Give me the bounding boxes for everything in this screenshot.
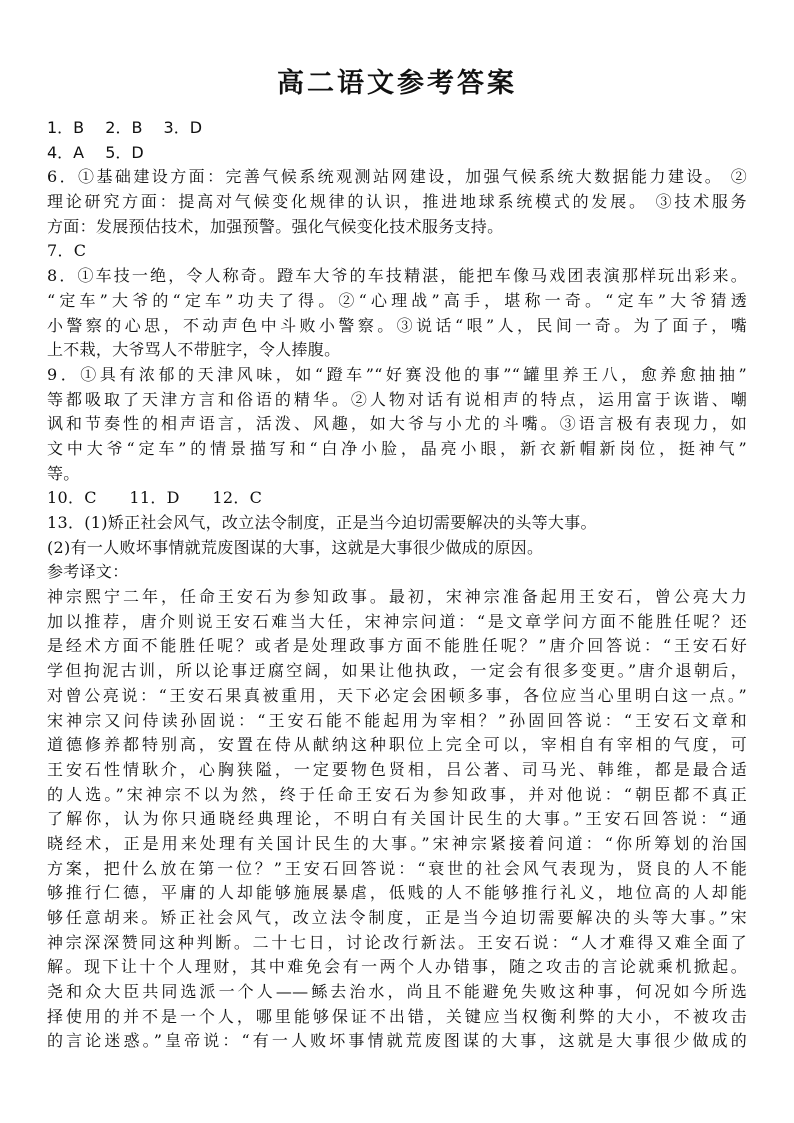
text-line: 方面：发展预估技术，加强预警。强化气候变化技术服务支持。 <box>47 216 504 236</box>
text-line: 上不栽，大爷骂人不带脏字，令人捧腹。 <box>47 340 341 360</box>
answer-4: 4．A <box>47 142 85 162</box>
answers-row-1-3 <box>47 116 747 141</box>
text-line: 13．(1)矫正社会风气，改立法令制度，正是当今迫切需要解决的头等大事。 <box>47 513 597 532</box>
text-line: 尧和众大臣共同选派一个人——鲧去治水，尚且不能避免失败这种事，何况如今所选 <box>47 982 747 1002</box>
text-line: 小警察的心思，不动声色中斗败小警察。③说话“哏”人，民间一奇。为了面子，嘴 <box>47 315 747 335</box>
text-line: 学但拘泥古训，所以论事迂腐空阔，如果让他执政，一定会有很多变更。”唐介退朝后， <box>47 661 747 681</box>
text-line: 的言论迷惑。”皇帝说：“有一人败坏事情就荒废图谋的大事，这就是大事很少做成的 <box>47 1031 747 1051</box>
answer-1: 1．B <box>47 118 85 137</box>
answer-5: 5．D <box>105 142 144 162</box>
text-line: 王安石性情耿介，心胸狭隘，一定要物色贤相，吕公著、司马光、韩维，都是最合适 <box>47 759 747 779</box>
text-line: 9．①具有浓郁的天津风味，如“蹬车”“好赛没他的事”“罐里养王八，愈养愈抽抽” <box>47 364 747 384</box>
text-line: 8．①车技一绝，令人称奇。蹬车大爷的车技精湛，能把车像马戏团表演那样玩出彩来。 <box>47 266 747 286</box>
text-line: 神宗深深赞同这种判断。二十七日，讨论改行新法。王安石说：“人才难得又难全面了 <box>47 932 747 952</box>
text-line: 参考译文： <box>47 562 129 582</box>
text-line: 是经术方面不能胜任呢？或者是处理政事方面不能胜任呢？”唐介回答说：“王安石好 <box>47 636 747 656</box>
text-line: 方案，把什么放在第一位？”王安石回答说：“衰世的社会风气表现为，贤良的人不能 <box>47 858 747 878</box>
text-line: (2)有一人败坏事情就荒废图谋的大事，这就是大事很少做成的原因。 <box>47 537 544 557</box>
text-line: 等都吸取了天津方言和俗语的精华。②人物对话有说相声的特点，运用富于诙谐、嘲 <box>47 389 747 409</box>
text-line: 够任意胡来。矫正社会风气，改立法令制度，正是当今迫切需要解决的头等大事。”宋 <box>47 908 747 927</box>
text-line: 对曾公亮说：“王安石果真被重用，天下必定会困顿多事，各位应当心里明白这一点。” <box>47 685 747 705</box>
text-line: 讽和节奏性的相声语言，活泼、风趣，如大爷与小尤的斗嘴。③语言极有表现力，如 <box>47 414 747 434</box>
text-line: 等。 <box>47 463 80 483</box>
text-line: 够推行仁德，平庸的人却能够施展暴虐，低贱的人不能够推行礼义，地位高的人却能 <box>47 883 747 903</box>
answer-3: 3．D <box>163 118 203 137</box>
text-line: 择使用的并不是一个人，哪里能够保证不出错，关键应当权衡利弊的大小，不被攻击 <box>47 1006 747 1026</box>
text-line: 文中大爷“定车”的情景描写和“白净小脸，晶亮小眼，新衣新帽新岗位，挺神气” <box>47 438 747 458</box>
text-line: 理论研究方面：提高对气候变化规律的认识，推进地球系统模式的发展。 ③技术服务 <box>47 192 747 212</box>
text-line: 10．C 11．D 12．C <box>47 488 263 508</box>
text-line: “定车”大爷的“定车”功夫了得。②“心理战”高手，堪称一奇。“定车”大爷猜透 <box>47 290 747 310</box>
text-line: 神宗熙宁二年，任命王安石为参知政事。最初，宋神宗准备起用王安石，曾公亮大力 <box>47 587 747 607</box>
text-line: 加以推荐，唐介则说王安石难当大任，宋神宗问道：“是文章学问方面不能胜任呢？还 <box>47 611 747 631</box>
text-line: 宋神宗又问侍读孙固说：“王安石能不能起用为宰相？”孙固回答说：“王安石文章和 <box>47 710 747 730</box>
text-line: 晓经术，正是用来处理有关国计民生的大事。”宋神宗紧接着问道：“你所筹划的治国 <box>47 833 747 853</box>
document-title: 高二语文参考答案 <box>277 68 517 99</box>
text-line: 的人选。”宋神宗不以为然，终于任命王安石为参知政事，并对他说：“朝臣都不真正 <box>47 784 747 804</box>
text-line: 了解你，认为你只通晓经典理论，不明白有关国计民生的大事。”王安石回答说：“通 <box>47 809 747 829</box>
answer-body <box>47 165 747 1054</box>
text-line: 7．C <box>47 241 87 261</box>
text-line: 6．①基础建设方面：完善气候系统观测站网建设，加强气候系统大数据能力建设。 ② <box>47 167 747 187</box>
text-line: 道德修养都特别高，安置在侍从献纳这种职位上完全可以，宰相自有宰相的气度，可 <box>47 735 747 755</box>
text-line: 解。现下让十个人理财，其中难免会有一两个人办错事，随之攻击的言论就乘机掀起。 <box>47 957 747 977</box>
answers-row-4-5 <box>47 141 747 166</box>
answer-document <box>47 62 747 1054</box>
answer-2: 2．B <box>105 118 143 137</box>
